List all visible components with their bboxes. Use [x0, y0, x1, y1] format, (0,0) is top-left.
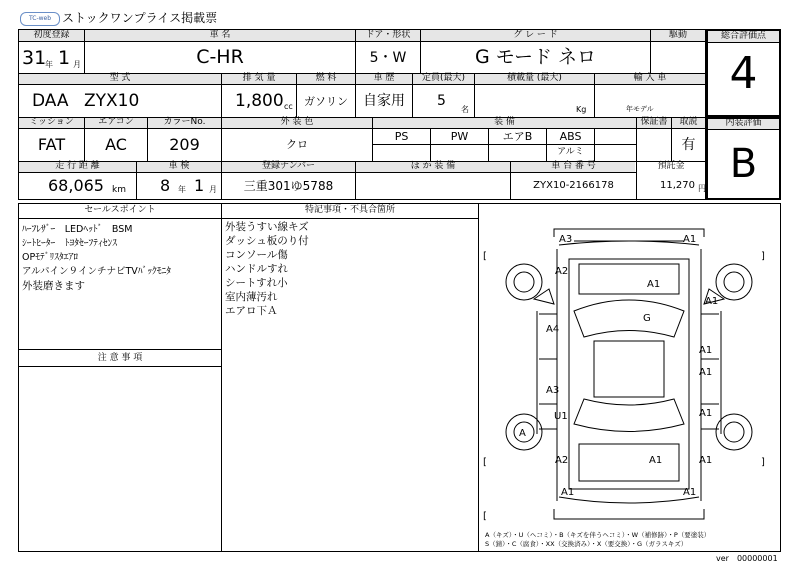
- damage-mark: G: [643, 313, 651, 324]
- inspection-month-unit: 月: [209, 185, 217, 194]
- bracket: ]: [761, 457, 765, 468]
- plate: 三重301ゆ5788: [243, 179, 334, 193]
- equip-airbag: エアB: [502, 130, 533, 143]
- equip-alumi: アルミ: [557, 147, 584, 157]
- list-item: 外装磨きます: [22, 280, 85, 292]
- label-car-name: 車 名: [209, 30, 231, 40]
- mission: FAT: [37, 135, 66, 154]
- label-drive: 駆動: [668, 30, 687, 40]
- label-color-no: カラーNo.: [163, 117, 206, 127]
- model-code: ZYX10: [84, 91, 140, 111]
- label-import: 輸 入 車: [633, 73, 667, 83]
- car-damage-diagram: [479, 219, 780, 531]
- displacement: 1,800: [235, 91, 284, 111]
- history: 自家用: [363, 93, 405, 109]
- overall-score: 4: [729, 48, 758, 99]
- label-model-type: 型 式: [109, 73, 131, 83]
- label-chassis-no: 車 台 番 号: [551, 161, 596, 171]
- bracket: [: [483, 251, 487, 262]
- label-aircon: エアコン: [98, 117, 134, 127]
- label-equipment: 装 備: [494, 117, 515, 127]
- reg-year-unit: 年: [45, 60, 53, 69]
- equip-pw: PW: [450, 130, 469, 143]
- label-displacement: 排 気 量: [242, 73, 276, 83]
- damage-mark: A1: [649, 455, 663, 466]
- fuel: ガソリン: [304, 95, 348, 108]
- page-title: ストックワンプライス掲載票: [62, 11, 218, 25]
- capacity-unit: 名: [461, 105, 469, 114]
- label-grade: グ レ ー ド: [513, 30, 558, 40]
- reg-month: 1: [58, 47, 71, 69]
- damage-mark: A1: [705, 296, 719, 307]
- aircon: AC: [105, 135, 127, 154]
- damage-mark: A1: [683, 234, 697, 245]
- damage-mark: A3: [559, 234, 573, 245]
- exterior-color: クロ: [286, 138, 308, 151]
- damage-mark: A1: [561, 487, 575, 498]
- damage-mark: A4: [546, 324, 560, 335]
- bracket: ]: [761, 251, 765, 262]
- chassis-no: ZYX10-2166178: [533, 180, 614, 191]
- list-item: ダッシュ板のり付: [225, 235, 309, 247]
- equip-abs: ABS: [559, 130, 582, 143]
- label-mission: ミッション: [29, 117, 74, 127]
- deposit-unit: 円: [698, 184, 706, 193]
- damage-mark: A: [519, 428, 526, 439]
- list-item: アルパイン９インチナビTVﾊﾞｯｸﾓﾆﾀ: [22, 266, 172, 277]
- damage-mark: U1: [554, 411, 568, 422]
- damage-mark: A1: [699, 408, 713, 419]
- manual-value: 有: [681, 137, 696, 153]
- damage-mark: A1: [699, 367, 713, 378]
- label-warranty: 保証書: [640, 117, 668, 127]
- label-plate: 登録ナンバー: [262, 161, 315, 171]
- label-inspection: 車 検: [168, 161, 190, 171]
- color-no: 209: [169, 135, 200, 154]
- label-manual: 取説: [679, 117, 698, 127]
- mileage-unit: km: [112, 185, 126, 195]
- inspection-year: 8: [160, 176, 171, 195]
- label-mileage: 走 行 距 離: [55, 161, 100, 171]
- displacement-unit: cc: [284, 102, 293, 111]
- damage-mark: A2: [555, 455, 569, 466]
- damage-mark: A2: [555, 266, 569, 277]
- inspection-month: 1: [194, 176, 205, 195]
- load-unit: Kg: [576, 105, 587, 114]
- list-item: エアロ下Ａ: [225, 305, 278, 317]
- deposit: 11,270: [660, 180, 695, 191]
- label-interior-score: 内装評価: [725, 118, 762, 128]
- car-name: C-HR: [196, 46, 244, 68]
- reg-year: 31: [22, 47, 47, 69]
- model-prefix: DAA: [32, 91, 69, 111]
- label-special-notes: 特記事項・不具合箇所: [304, 205, 395, 215]
- label-sales-points: セールスポイント: [84, 205, 156, 215]
- label-load: 積載量 (最大): [507, 73, 562, 83]
- damage-mark: A1: [699, 455, 713, 466]
- label-fuel: 燃 料: [315, 73, 337, 83]
- label-caution: 注 意 事 項: [97, 353, 143, 363]
- logo: [20, 12, 60, 26]
- inspection-year-unit: 年: [178, 185, 186, 194]
- label-other-equipment: ほ か 装 備: [410, 161, 456, 171]
- equip-ps: PS: [394, 130, 409, 143]
- list-item: シートすれ小: [225, 277, 288, 289]
- list-item: ﾊｰﾌﾚｻﾞｰ LEDﾍｯﾄﾞ BSM: [22, 224, 133, 235]
- list-item: OPﾓﾃﾞﾘｽﾀｴｱﾛ: [22, 252, 78, 263]
- damage-mark: A1: [647, 279, 661, 290]
- import-model: 年モデル: [626, 105, 654, 113]
- label-deposit: 預託金: [657, 161, 685, 171]
- label-exterior-color: 外 装 色: [280, 117, 314, 127]
- doors-shape: 5・W: [369, 50, 407, 66]
- bracket: [: [483, 511, 487, 522]
- capacity: 5: [437, 93, 446, 109]
- grade: G モード ネロ: [474, 46, 597, 68]
- label-first-reg: 初度登録: [33, 30, 70, 40]
- mileage: 68,065: [48, 176, 104, 195]
- damage-mark: A1: [683, 487, 697, 498]
- reg-month-unit: 月: [73, 60, 81, 69]
- label-doors-shape: ドア・形状: [365, 30, 411, 40]
- legend-line-1: A（キズ）・U（ヘコミ）・B（キズを伴うヘコミ）・W（補修跡）・P（要塗装）: [485, 531, 711, 539]
- label-history: 車 歴: [373, 73, 395, 83]
- version-text: ver 00000001: [716, 554, 778, 563]
- damage-mark: A3: [546, 385, 560, 396]
- list-item: 外装うすい線キズ: [225, 221, 309, 233]
- list-item: ｼｰﾄﾋｰﾀｰ ﾄﾖﾀｾｰﾌﾃｨｾﾝｽ: [22, 238, 118, 249]
- logo-text: TC-web: [28, 15, 52, 22]
- bracket: [: [483, 457, 487, 468]
- list-item: コンソール傷: [225, 249, 288, 261]
- list-item: 室内薄汚れ: [225, 291, 278, 303]
- label-overall-score: 総合評価点: [720, 31, 766, 41]
- damage-mark: A1: [699, 345, 713, 356]
- interior-score: B: [729, 141, 758, 187]
- legend-line-2: S（錆）・C（腐食）・XX（交換済み）・X（要交換）・G（ガラスキズ）: [485, 540, 688, 548]
- label-capacity: 定員(最大): [421, 73, 466, 83]
- list-item: ハンドルすれ: [225, 263, 288, 275]
